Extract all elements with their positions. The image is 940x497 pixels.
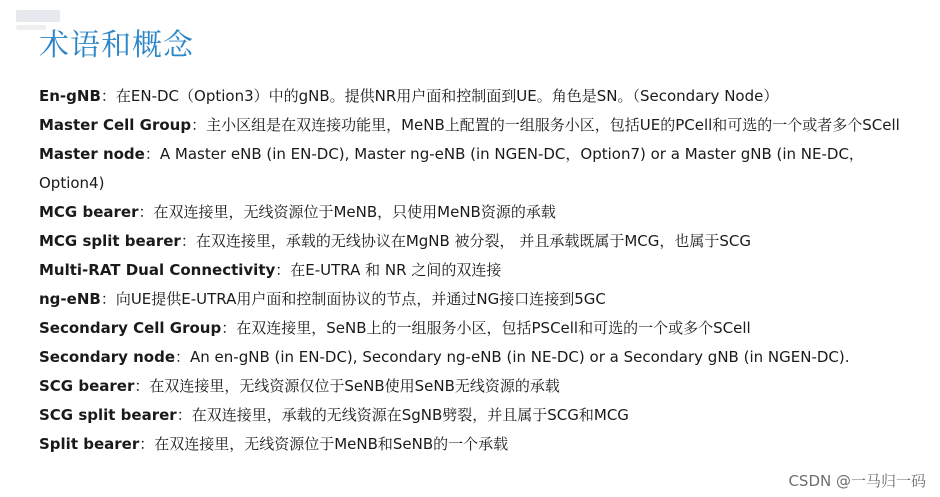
watermark: CSDN @一马归一码 <box>788 472 926 490</box>
term-entry <box>39 198 929 227</box>
term-desc: ：在双连接里，SeNB上的一组服务小区，包括PSCell和可选的一个或多个SCell <box>221 319 751 337</box>
term-name: MCG split bearer <box>39 232 181 250</box>
term-desc: ：在双连接里，无线资源仅位于SeNB使用SeNB无线资源的承载 <box>134 377 560 395</box>
term-desc: ：主小区组是在双连接功能里，MeNB上配置的一组服务小区，包括UE的PCell和可选的一个或者多个SCell <box>191 116 900 134</box>
terms-list <box>39 82 929 459</box>
term-desc: ：在EN-DC（Option3）中的gNB。提供NR用户面和控制面到UE。角色是SN。（Secondary Node） <box>100 87 779 105</box>
term-desc: ：在双连接里，无线资源位于MeNB，只使用MeNB资源的承载 <box>138 203 556 221</box>
term-entry <box>39 314 929 343</box>
term-desc: ：在E-UTRA 和 NR 之间的双连接 <box>275 261 502 279</box>
term-desc: ：A Master eNB (in EN-DC), Master ng-eNB (in NGEN-DC，Option7) or a Master gNB (in NE-DC，Option4) <box>39 145 864 192</box>
page-title: 术语和概念 <box>39 28 194 63</box>
term-entry <box>39 401 929 430</box>
term-entry <box>39 82 929 111</box>
term-entry <box>39 285 929 314</box>
term-entry <box>39 111 914 140</box>
term-name: En-gNB <box>39 87 101 105</box>
term-entry <box>39 430 929 459</box>
term-desc: ：在双连接里，承载的无线协议在MgNB 被分裂， 并且承载既属于MCG，也属于SCG <box>180 232 751 250</box>
term-entry <box>39 227 929 256</box>
term-name: Split bearer <box>39 435 140 453</box>
term-desc: ：向UE提供E-UTRA用户面和控制面协议的节点，并通过NG接口连接到5GC <box>100 290 606 308</box>
term-desc: ：在双连接里，无线资源位于MeNB和SeNB的一个承载 <box>139 435 509 453</box>
term-desc: ：在双连接里，承载的无线资源在SgNB劈裂，并且属于SCG和MCG <box>176 406 629 424</box>
term-name: SCG bearer <box>39 377 135 395</box>
term-entry <box>39 256 929 285</box>
term-name: Secondary node <box>39 348 176 366</box>
term-name: MCG bearer <box>39 203 139 221</box>
term-name: Secondary Cell Group <box>39 319 222 337</box>
term-name: Multi-RAT Dual Connectivity <box>39 261 276 279</box>
term-name: Master Cell Group <box>39 116 192 134</box>
term-entry <box>39 140 914 198</box>
term-name: SCG split bearer <box>39 406 177 424</box>
term-desc: ：An en-gNB (in EN-DC), Secondary ng-eNB (in NE-DC) or a Secondary gNB (in NGEN-DC). <box>175 348 850 366</box>
term-entry <box>39 343 929 372</box>
term-entry <box>39 372 929 401</box>
term-name: ng-eNB <box>39 290 101 308</box>
term-name: Master node <box>39 145 145 163</box>
